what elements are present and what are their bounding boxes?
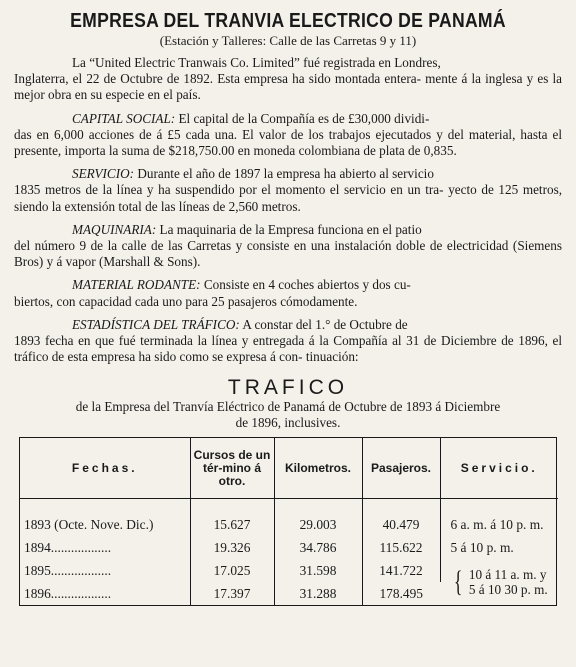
traffic-table xyxy=(19,437,557,606)
paragraph-capital-social: CAPITAL SOCIAL: El capital de la Compañía es de £30,000 dividi- das en 6,000 acciones de á £5 cada una. El valor de los trabajos ejecutados y del material, hasta el presente, importa la suma de $218,750.00 en moneda colombiana de plata de 0,835. xyxy=(14,110,563,159)
cell-fecha: 1894.................. xyxy=(20,536,190,559)
cell-km: 31.598 xyxy=(274,559,362,582)
paragraph-maquinaria: MAQUINARIA: La maquinaria de la Empresa funciona en el patio del número 9 de la calle de las Carretas y consiste en una instalación doble de electricidad (Siemens Bros) y á vapor (Marshall & Sons). xyxy=(14,221,563,270)
cell-km: 29.003 xyxy=(274,499,362,537)
col-header-servicio: Servicio. xyxy=(440,438,558,499)
brace-glyph: { xyxy=(453,565,463,599)
col-header-kilometros: Kilometros. xyxy=(274,438,362,499)
table-row xyxy=(20,559,558,582)
cell-servicio: 6 a. m. á 10 p. m. xyxy=(450,516,544,532)
cell-pasajeros: 115.622 xyxy=(362,536,440,559)
paragraph-material-rodante: MATERIAL RODANTE: Consiste en 4 coches abiertos y dos cu- biertos, con capacidad cada uno para 25 pasajeros cómodamente. xyxy=(14,277,411,309)
col-header-cursos: Cursos de un tér-mino á otro. xyxy=(190,438,274,499)
table-row xyxy=(20,536,558,559)
cell-cursos: 17.397 xyxy=(190,582,274,605)
cell-fecha: 1896.................. xyxy=(20,582,190,605)
cell-cursos: 19.326 xyxy=(190,536,274,559)
document-subtitle: (Estación y Talleres: Calle de las Carretas 9 y 11) xyxy=(159,33,417,48)
cell-pasajeros: 178.495 xyxy=(379,585,424,601)
paragraph-servicio: SERVICIO: Durante el año de 1897 la empresa ha abierto al servicio 1835 metros de la línea y ha suspendido por el momento el servicio en un tra- yecto de 125 metros, siendo la extensión total de las líneas de 2,560 metros. xyxy=(14,166,563,214)
cell-cursos: 17.025 xyxy=(190,559,274,582)
cell-km: 34.786 xyxy=(274,536,362,559)
cell-servicio: 5 á 10 p. m. xyxy=(450,539,514,555)
table-row xyxy=(20,499,558,537)
cell-fecha: 1893 (Octe. Nove. Dic.) xyxy=(20,499,190,537)
table-header-row xyxy=(20,438,558,499)
col-header-pasajeros: Pasajeros. xyxy=(362,438,440,499)
traffic-subtitle: de la Empresa del Tranvía Eléctrico de Panamá de Octubre de 1893 á Diciembre de 1896, inclusives. xyxy=(75,399,501,431)
body-text xyxy=(14,55,562,365)
cell-fecha: 1895.................. xyxy=(20,559,190,582)
traffic-title: TRAFICO xyxy=(227,376,349,400)
cell-km: 31.288 xyxy=(274,582,362,605)
paragraph-estadistica: ESTADÍSTICA DEL TRÁFICO: A constar del 1.° de Octubre de 1893 fecha en que fué terminada la línea y entregada á la Compañía al 31 de Diciembre de 1896, el tráfico de esta empresa ha sido como se expresa á con- tinuación: xyxy=(14,316,563,365)
cell-servicio-brace: { 10 á 11 a. m. y 5 á 10 30 p. m. xyxy=(453,565,548,599)
document-title: EMPRESA DEL TRANVIA ELECTRICO DE PANAMÁ xyxy=(70,10,506,32)
cell-pasajeros: 40.479 xyxy=(362,499,440,537)
cell-cursos: 15.627 xyxy=(190,499,274,537)
cell-pasajeros: 141.722 xyxy=(362,559,440,582)
paragraph-intro: La “United Electric Tranwais Co. Limited” fué registrada en Londres, Inglaterra, el 22 de Octubre de 1892. Esta empresa ha sido montada entera- mente á la inglesa y es la mejor obra en su especie en el país. xyxy=(14,55,562,103)
col-header-fechas: Fechas. xyxy=(20,438,190,499)
